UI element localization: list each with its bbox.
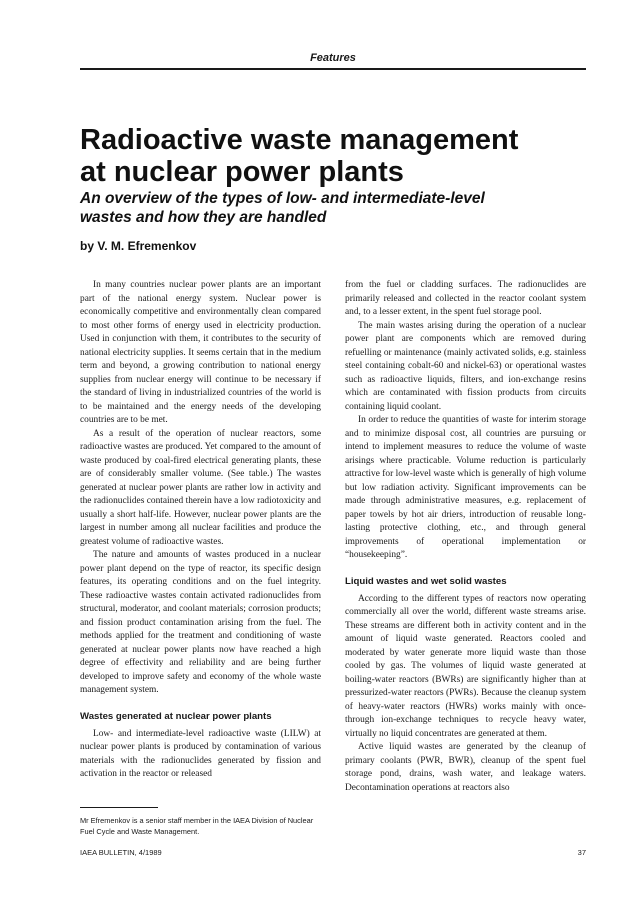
section-label: Features bbox=[310, 52, 356, 64]
section-heading: Liquid wastes and wet solid wastes bbox=[345, 575, 507, 587]
subtitle-line-2: wastes and how they are handled bbox=[80, 209, 327, 226]
title-line-1: Radioactive waste management bbox=[80, 124, 519, 156]
body-paragraph: The nature and amounts of wastes produced in a nuclear power plant depend on the type of reactor, its specific design features, its operating conditions and on the fuel integrity. These radioactive wastes contain activated radionuclides from structural, moderator, and coolant materials; corrosion products; and fission product contamination arising from the fuel. The methods applied for the treatment and conditioning of waste generated at nuclear power plants now have reached a high degree of effectivity and reliability and are being further developed to improve safety and economy of the whole waste management system. bbox=[80, 550, 321, 695]
subtitle-line-1: An overview of the types of low- and intermediate-level bbox=[80, 190, 485, 207]
publication-info: IAEA BULLETIN, 4/1989 bbox=[80, 848, 162, 857]
author-footnote: Mr Efremenkov is a senior staff member in the IAEA Division of Nuclear Fuel Cycle and Waste Management. bbox=[80, 816, 314, 836]
body-paragraph: from the fuel or cladding surfaces. The radionuclides are primarily released and collected in the reactor coolant system and, to a lesser extent, in the spent fuel storage pool. bbox=[345, 280, 586, 317]
body-paragraph: According to the different types of reactors now operating commercially all over the world, different waste streams arise. These streams are different both in activity content and in the amount of liquid waste generated. Reactors cooled and moderated by water generate more liquid waste than those cooled by gas. The volumes of liquid waste generated at boiling-water reactors (BWRs) are significantly higher than at pressurized-water reactors (PWRs). Because the cleanup system of heavy-water reactors (HWRs) works mainly with once-through ion-exchange techniques to recycle heavy water, virtually no liquid concentrates are generated at them. bbox=[345, 593, 586, 739]
header-rule bbox=[80, 68, 586, 70]
article-title bbox=[80, 124, 586, 188]
right-column bbox=[345, 279, 586, 795]
byline: by V. M. Efremenkov bbox=[80, 239, 197, 253]
body-paragraph: In many countries nuclear power plants are an important part of the national energy system. Nuclear power is economically competitive and environmentally clean compared to most other forms of energy used in electricity production. Used in conjunction with them, it contributes to the security of national electricity supplies. It seems certain that in the medium term and beyond, a growing contribution to national energy supplies from nuclear energy will continue to be necessary if the standard of living in industrialized countries of the world is to be maintained and the energy needs of the developing countries are to be met. bbox=[80, 280, 321, 425]
body-paragraph: Low- and intermediate-level radioactive waste (LILW) at nuclear power plants is produced by contamination of various materials with the radionuclides generated by fission and activation in the reactor or released bbox=[80, 728, 321, 779]
left-column bbox=[80, 279, 321, 782]
body-paragraph: Active liquid wastes are generated by the cleanup of primary coolants (PWR, BWR), cleanup of the spent fuel storage pond, drains, wash water, and leakage waters. Decontamination operations at reactors also bbox=[345, 742, 586, 793]
title-line-2: at nuclear power plants bbox=[80, 156, 404, 188]
section-heading: Wastes generated at nuclear power plants bbox=[80, 710, 272, 722]
body-paragraph: In order to reduce the quantities of waste for interim storage and to minimize disposal cost, all countries are pursuing or intend to implement measures to reduce the volume of waste arisings where practicable. Volume reduction is particularly attractive for low-level waste which is generally of high volume but low radiation activity. Significant improvements can be made through administrative measures, e.g. replacement of paper towels by hot air driers, introduction of reusable long-lasting protective clothing, etc., and through general improvements of operational implementation or “housekeeping”. bbox=[345, 415, 586, 560]
body-paragraph: As a result of the operation of nuclear reactors, some radioactive wastes are produced. Yet compared to the amount of waste produced by coal-fired electrical generating plants, these are of considerably smaller volume. (See table.) The wastes generated at nuclear power plants are rather low in activity and the radionuclides contained therein have a low radiotoxicity and usually a short half-life. However, nuclear power plants are the largest in number among all nuclear facilities and produce the greatest volume of radioactive wastes. bbox=[80, 428, 321, 547]
page-number: 37 bbox=[577, 848, 586, 857]
body-paragraph: The main wastes arising during the operation of a nuclear power plant are components which are removed during refuelling or maintenance (mainly activated solids, e.g. stainless steel containing cobalt-60 and nickel-63) or operational wastes such as radioactive liquids, filters, and ion-exchange resins which are contaminated with fission products from circuits containing liquid coolant. bbox=[345, 320, 586, 412]
footnote-rule bbox=[80, 807, 158, 808]
article-subtitle bbox=[80, 189, 586, 227]
